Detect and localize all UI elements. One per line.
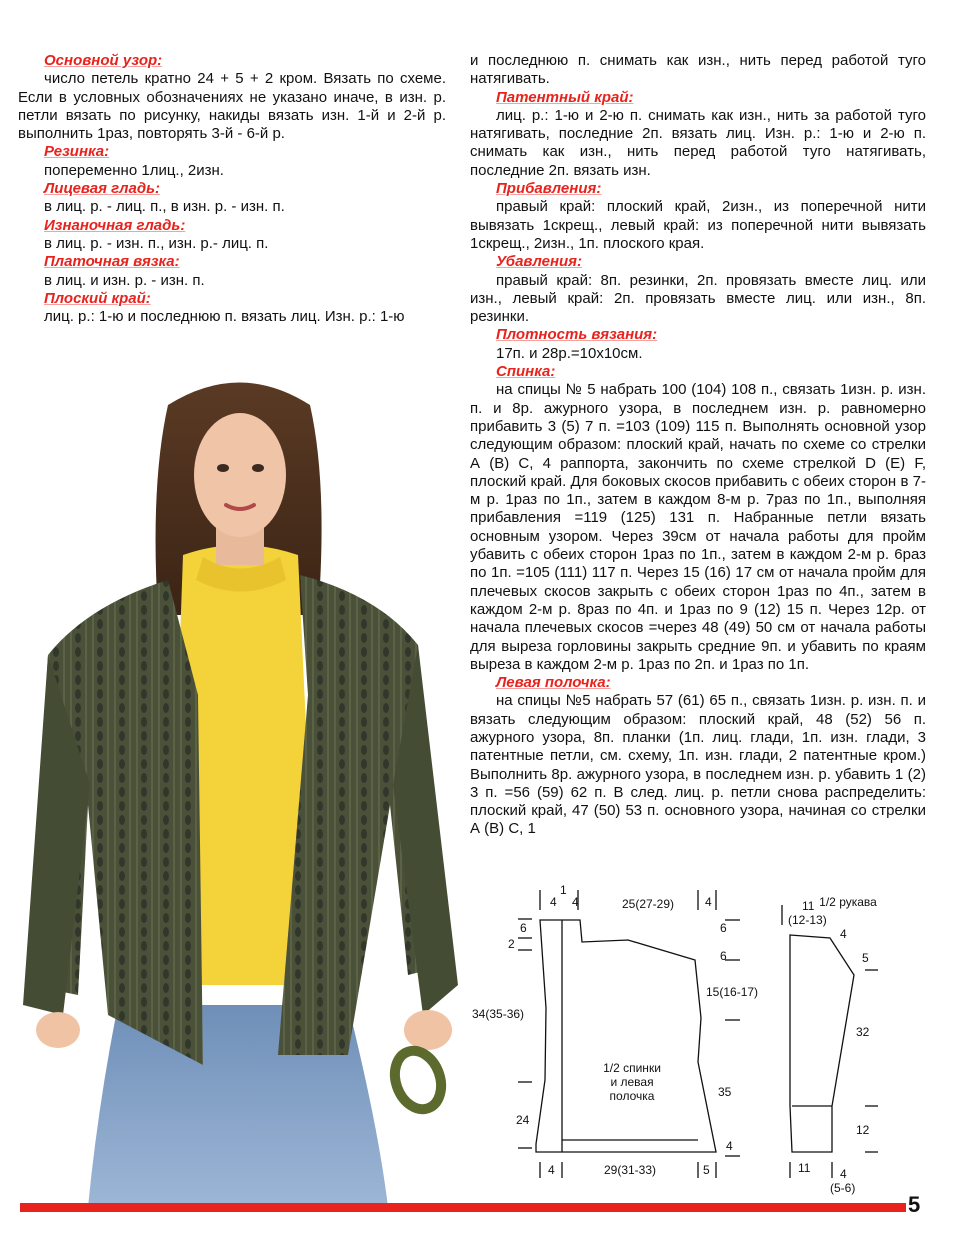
right-text-column [470,52,926,839]
reverse-stockinette-text: в лиц. р. - изн. п., изн. р.- лиц. п. [44,234,269,252]
face-shape [194,413,286,537]
stockinette-text: в лиц. р. - лиц. п., в изн. р. - изн. п. [44,198,285,216]
dim-armhole: 15(16-17) [706,985,759,999]
dim-sleeve-4b-alt: (5-6) [830,1181,856,1195]
dim-sleeve-5: 5 [862,951,869,965]
dim-sleeve-bottom: 11 [798,1161,811,1175]
patent-edge-heading: Патентный край: [496,88,634,106]
basic-pattern-heading: Основной узор: [44,52,163,69]
dim-bottom-5: 5 [703,1163,710,1177]
basic-pattern-text: число петель кратно 24 + 5 + 2 кром. Вязать по схеме. Если в условных обозначениях не указано иначе, в изн. р. петли вязать по рисунку, накиды вязать изн. 1-й и 2-й р. выполнить 1раз, повторять 3-й - 6-й р. [18,70,446,143]
flat-edge-heading: Плоский край: [44,289,151,307]
body-label-2: и левая [610,1075,654,1089]
reverse-stockinette-heading: Изнаночная гладь: [44,216,186,234]
dim-sleeve-4b: 4 [840,1167,847,1181]
model-illustration [18,365,462,1207]
dim-right-4: 4 [726,1139,733,1153]
patent-edge-text: лиц. р.: 1-ю и 2-ю п. снимать как изн., нить за работой туго натягивать, последние 2п. вязать лиц. Изн. р.: 1-ю и 2-ю п. снимать как изн., нить перед работой туго натягивать, последние 2п. вязать изн. [470,106,926,179]
pattern-schematic [470,880,930,1200]
dim-top-width: 25(27-29) [621,897,675,911]
dim-top-1: 1 [560,883,567,897]
dim-top-4c: 4 [705,895,712,909]
back-text: на спицы № 5 набрать 100 (104) 108 п., связать 1изн. р. изн. п. и 8р. ажурного узора, в последнем изн. р. равномерно прибавить 3 (5) 7 п. =103 (109) 115 п. Выполнять основной узор следующим образом: плоский край, начать по схеме со стрелки А (В) С, 4 раппорта, закончить по схеме стрелкой D (E) F, плоский край. Для боковых скосов прибавить с обеих сторон в 7-м р. 1раз по 1п., затем в каждом 8-м р. 7раз по 1п., выполняя прибавления =119 (125) 131 п. Набранные петли вязать основным узором. Через 39см от начала работы для пройм убавить с обеих сторон 1раз по 1п., затем в каждом 2-м р. 6раз по 1п. =105 (111) 117 п. Через 15 (16) 17 см от начала пройм для плечевых скосов закрыть с обеих сторон 1раз по 4п., затем в каждом 2-м р. 8раз по 4п. и 1раз по 9 (12) 15 п. Через 12р. от начала плечевых скосов =через 48 (49) 50 см от начала работы для выреза горловины закрыть средние 9п. и убавить по краям выреза в каждом 2-м р. 1раз по 2п. и 1раз по 1п. [470,381,926,673]
dim-right-6b: 6 [720,949,727,963]
flat-edge-continuation: и последнюю п. снимать как изн., нить перед работой туго натягивать. [470,52,926,88]
dim-sleeve-12: 12 [856,1123,870,1137]
dim-left-height: 34(35-36) [472,1007,525,1021]
gauge-text: 17п. и 28р.=10х10см. [496,344,643,362]
garter-text: в лиц. и изн. р. - изн. п. [44,271,205,289]
sleeve-label: 1/2 рукава [819,895,877,909]
stockinette-heading: Лицевая гладь: [44,180,160,198]
flat-edge-text: лиц. р.: 1-ю и последнюю п. вязать лиц. Изн. р.: 1-ю [44,308,405,326]
decreases-heading: Убавления: [496,253,583,271]
dim-bottom-width: 29(31-33) [603,1163,657,1177]
bracelet-shape [387,1044,449,1115]
dim-right-35: 35 [718,1085,732,1099]
decreases-text: правый край: 8п. резинки, 2п. провязать вместе лиц. или изн., левый край: 2п. провязать вместе лиц. или изн., 8п. резинки. [470,271,926,326]
rib-heading: Резинка: [44,143,110,161]
body-label-1: 1/2 спинки [603,1061,661,1075]
garter-heading: Платочная вязка: [44,253,180,271]
increases-text: правый край: плоский край, 2изн., из поперечной нити вывязать 1скрещ., левый край: из поперечной нити вывязать 1скрещ., 2изн., 1п. плоского края. [470,198,926,252]
body-outline [536,920,716,1152]
dim-top-4a: 4 [550,895,557,909]
dim-top-4b: 4 [572,895,579,909]
dim-left-6: 6 [520,921,527,935]
model-photo [18,365,462,1207]
gauge-heading: Плотность вязания: [496,326,658,344]
dim-sleeve-top: 11 [802,899,815,913]
page-number: 5 [908,1192,921,1217]
dim-left-2: 2 [508,937,515,951]
dim-bottom-4: 4 [548,1163,555,1177]
dim-sleeve-top-alt: (12-13) [788,913,827,927]
sleeve-outline [790,935,854,1152]
schematic-svg [470,880,930,1200]
footer-bar [20,1203,906,1212]
increases-heading: Прибавления: [496,180,602,198]
left-text-column [18,52,446,326]
rib-text: попеременно 1лиц., 2изн. [44,161,224,179]
dim-sleeve-32: 32 [856,1025,870,1039]
dim-sleeve-4: 4 [840,927,847,941]
left-front-heading: Левая полочка: [496,674,611,692]
dim-right-6a: 6 [720,921,727,935]
back-heading: Спинка: [496,363,556,381]
left-front-text: на спицы №5 набрать 57 (61) 65 п., связать 1изн. р. изн. п. и вязать следующим образом: плоский край, 48 (52) 56 п. ажурного узора, 8п. планки (1п. лиц. глади, 1п. изн. глади, 3 патентные петли, см. схему, 1п. изн. глади, 2 патентные кром.) Выполнить 8р. ажурного узора, в последнем изн. р. убавить 1 (2) 3 п. =56 (59) 62 п. В след. лиц. р. петли снова распределить: плоский край, 47 (50) 53 п. основного узора, начиная со стрелки А (В) С, 1 [470,692,926,838]
body-label-3: полочка [609,1089,655,1103]
dim-left-24: 24 [516,1113,530,1127]
